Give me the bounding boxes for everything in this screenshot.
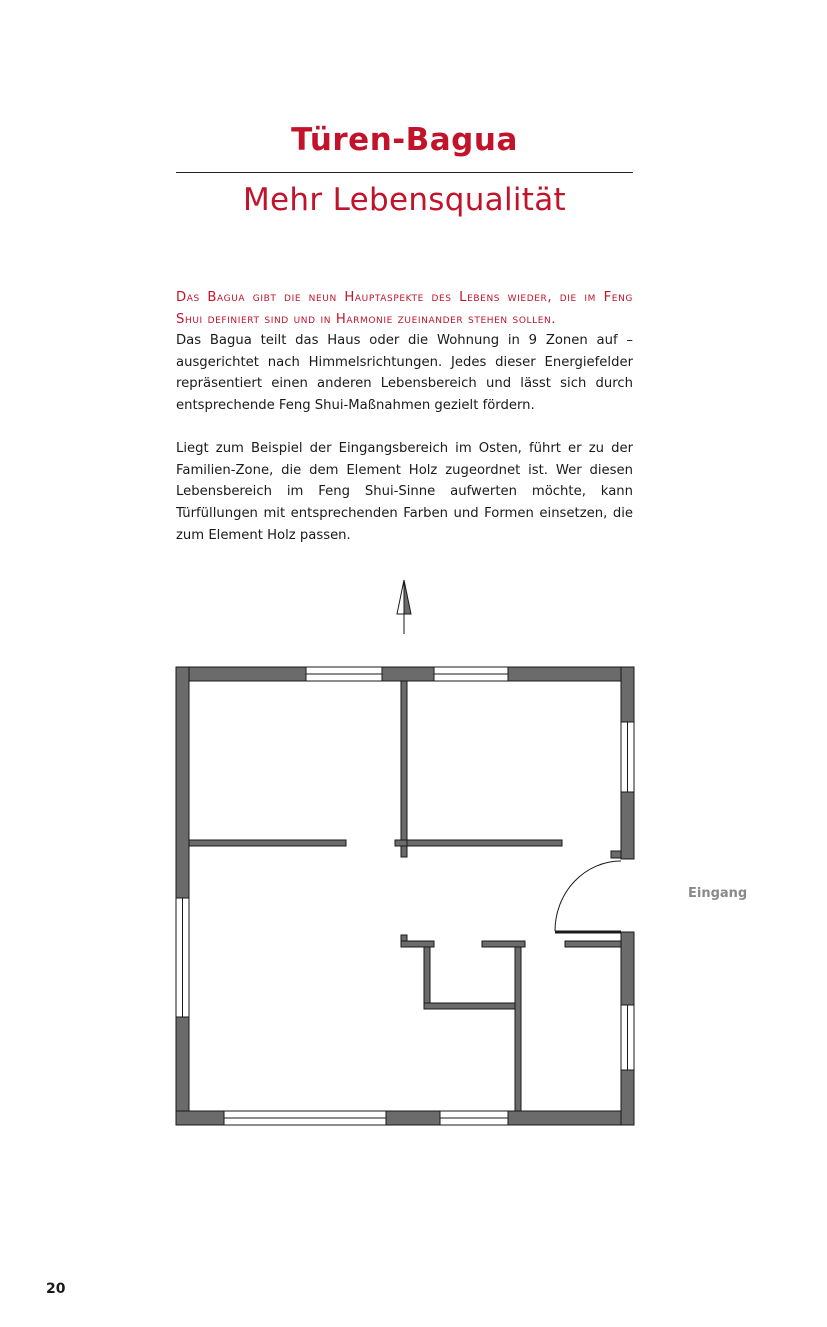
interior-wall-vertical [401,681,407,857]
interior-wall-bath-top-right [482,941,525,947]
wall-right-upper-mid [621,792,634,859]
wall-bottom-middle [386,1111,440,1125]
paragraph-2: Liegt zum Beispiel der Eingangsbereich im Osten, führt er zu der Familien-Zone, die dem Element Holz zugeordnet ist. Wer diesen Lebensbereich im Feng Shui-Sinne aufwerten möchte, kann Türfüllungen mit entsprechenden Farben und Formen einsetzen, die zum Element Holz passen. [176,441,633,543]
wall-bottom-right [508,1111,634,1125]
page-title: Türen-Bagua [291,122,518,158]
interior-wall-door-stub [611,851,621,858]
wall-top-left [176,667,306,681]
interior-wall-entrance-lower [565,941,621,947]
interior-wall-bath-bottom [424,1003,518,1009]
door-swing-arc [555,861,621,931]
page-number: 20 [46,1281,66,1297]
article-body [176,287,633,546]
wall-left-upper [176,667,189,898]
interior-wall-bath-inner [424,947,430,1009]
wall-top-right [508,667,634,681]
entrance-label: Eingang [688,886,748,901]
interior-wall-right-room [407,840,562,846]
floor-plan [170,575,640,1135]
wall-left-lower [176,1017,189,1125]
wall-right-bottom [621,1070,634,1125]
interior-wall-bath-top-left [401,941,434,947]
interior-wall-left-room [189,840,346,846]
north-arrow [397,580,411,634]
wall-right-lower-mid [621,932,634,1005]
paragraph-1: Das Bagua teilt das Haus oder die Wohnung in 9 Zonen auf – ausgerichtet nach Himmelsrichtungen. Jedes dieser Energiefelder repräsentiert einen anderen Lebensbereich und lässt sich durch entsprechende Feng Shui-Maßnahmen gezielt fördern. [176,333,633,413]
wall-top-middle [382,667,434,681]
wall-bottom-left [176,1111,224,1125]
wall-right-top [621,667,634,722]
title-divider [176,172,633,173]
interior-wall-post [395,840,408,846]
lead-text: Das Bagua gibt die neun Hauptaspekte des Lebens wieder, die im Feng Shui definiert sind und in Harmonie zueinander stehen sollen. [176,290,633,327]
entrance-door [555,861,621,932]
interior-wall-bath-right [515,947,521,1111]
page-subtitle: Mehr Lebensqualität [243,182,566,218]
